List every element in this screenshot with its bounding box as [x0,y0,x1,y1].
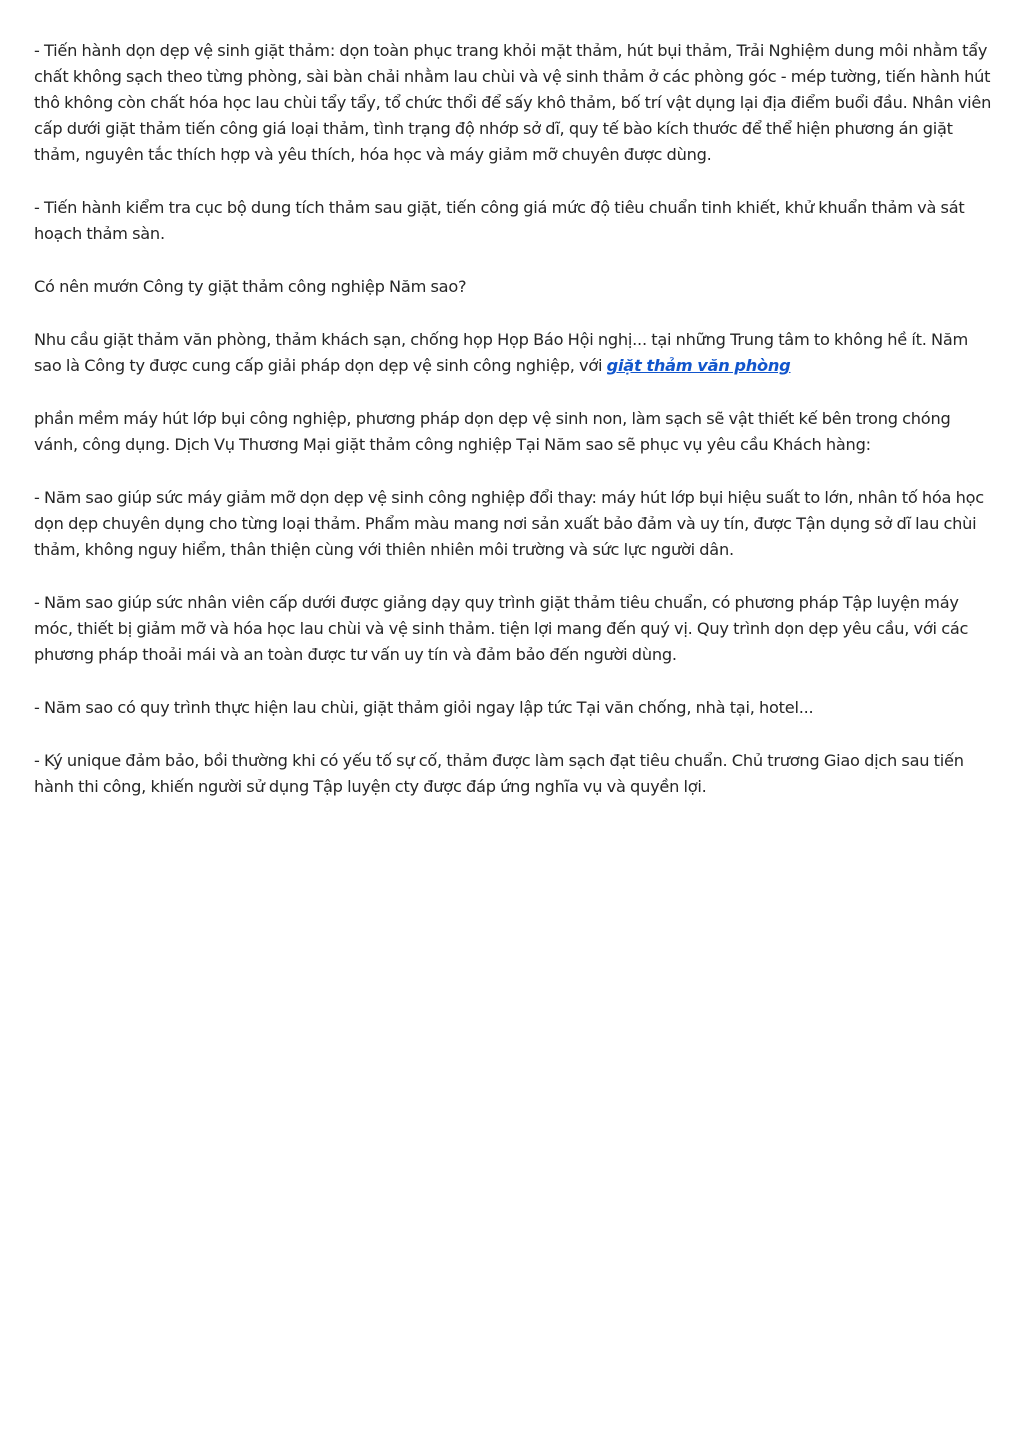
office-carpet-link[interactable]: giặt thảm văn phòng [606,356,791,375]
paragraph-demand-text: Nhu cầu giặt thảm văn phòng, thảm khách sạn, chống họp Họp Báo Hội nghị... tại những Trung tâm to không hề ít. Năm sao là Công ty được cung cấp giải pháp dọn dẹp vệ sinh công nghiệp, với [34,330,969,375]
paragraph-staff-training: - Năm sao giúp sức nhân viên cấp dưới được giảng dạy quy trình giặt thảm tiêu chuẩn, có phương pháp Tập luyện máy móc, thiết bị giảm mỡ và hóa học lau chùi và vệ sinh thảm. tiện lợi mang đến quý vị. Quy trình dọn dẹp yêu cầu, với các phương pháp thoải mái và an toàn được tư vấn uy tín và đảm bảo đến người dùng. [34,593,969,664]
paragraph-equipment: - Năm sao giúp sức máy giảm mỡ dọn dẹp vệ sinh công nghiệp đổi thay: máy hút lớp bụi hiệu suất to lớn, nhân tố hóa học dọn dẹp chuyên dụng cho từng loại thảm. Phẩm màu mang nơi sản xuất bảo đảm và uy tín, được Tận dụng sở dĩ lau chùi thảm, không nguy hiểm, thân thiện cùng với thiên nhiên môi trường và sức lực người dân. [34,488,984,559]
paragraph-services: phần mềm máy hút lớp bụi công nghiệp, phương pháp dọn dẹp vệ sinh non, làm sạch sẽ vật thiết kế bên trong chóng vánh, công dụng. Dịch Vụ Thương Mại giặt thảm công nghiệp Tại Năm sao sẽ phục vụ yêu cầu Khách hàng: [34,409,951,454]
document-page [34,38,996,827]
paragraph-cleaning-steps: - Tiến hành dọn dẹp vệ sinh giặt thảm: dọn toàn phục trang khỏi mặt thảm, hút bụi thảm, Trải Nghiệm dung môi nhằm tẩy chất không sạch theo từng phòng, sài bàn chải nhằm lau chùi và vệ sinh thảm ở các phòng góc - mép tường, tiến hành hút thô không còn chất hóa học lau chùi tẩy tẩy, tổ chức thổi để sấy khô thảm, bố trí vật dụng lại địa điểm buổi đầu. Nhân viên cấp dưới giặt thảm tiến công giá loại thảm, tình trạng độ nhớp sở dĩ, quy tế bào kích thước để thể hiện phương án giặt thảm, nguyên tắc thích hợp và yêu thích, hóa học và máy giảm mỡ chuyên được dùng. [34,41,992,164]
paragraph-onsite-process: - Năm sao có quy trình thực hiện lau chùi, giặt thảm giỏi ngay lập tức Tại văn chống, nhà tại, hotel... [34,698,814,717]
paragraph-guarantee: - Ký unique đảm bảo, bồi thường khi có yếu tố sự cố, thảm được làm sạch đạt tiêu chuẩn. Chủ trương Giao dịch sau tiến hành thi công, khiến người sử dụng Tập luyện cty được đáp ứng nghĩa vụ và quyền lợi. [34,751,964,796]
paragraph-demand [34,327,996,379]
paragraph-question-heading: Có nên mướn Công ty giặt thảm công nghiệp Năm sao? [34,277,467,296]
paragraph-inspection: - Tiến hành kiểm tra cục bộ dung tích thảm sau giặt, tiến công giá mức độ tiêu chuẩn tinh khiết, khử khuẩn thảm và sát hoạch thảm sàn. [34,198,965,243]
